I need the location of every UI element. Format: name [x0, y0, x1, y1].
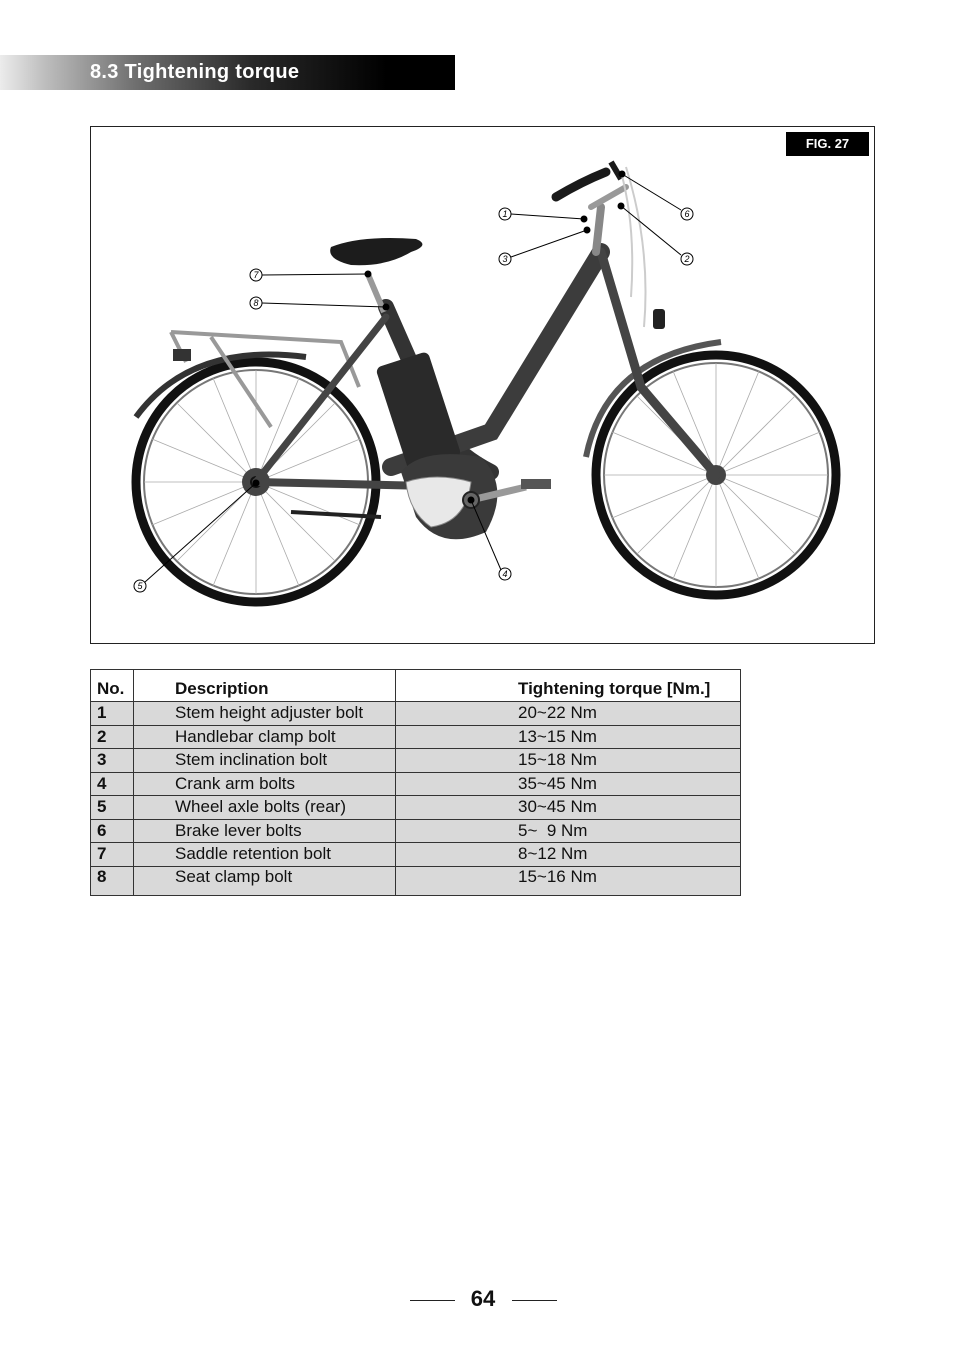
cell-torque: 15~18 Nm — [396, 749, 741, 773]
svg-text:2: 2 — [684, 254, 690, 264]
bicycle-frame — [256, 187, 716, 487]
cell-no: 2 — [91, 725, 134, 749]
table-row — [91, 796, 741, 820]
table-row — [91, 819, 741, 843]
cell-description: Wheel axle bolts (rear) — [134, 796, 396, 820]
cell-torque: 35~45 Nm — [396, 772, 741, 796]
cell-description: Seat clamp bolt — [134, 866, 396, 895]
cell-no: 5 — [91, 796, 134, 820]
figure-frame — [90, 126, 875, 644]
page-number: 64 — [470, 1286, 496, 1311]
cell-torque: 20~22 Nm — [396, 702, 741, 726]
figure-label: FIG. 27 — [786, 132, 869, 156]
cell-torque: 5~ 9 Nm — [396, 819, 741, 843]
table-header-row — [91, 670, 741, 702]
page-footer — [0, 1285, 954, 1315]
cell-description: Stem inclination bolt — [134, 749, 396, 773]
svg-text:8: 8 — [253, 298, 259, 308]
cell-description: Handlebar clamp bolt — [134, 725, 396, 749]
table-row — [91, 725, 741, 749]
svg-text:5: 5 — [137, 581, 143, 591]
cell-torque: 13~15 Nm — [396, 725, 741, 749]
cell-no: 1 — [91, 702, 134, 726]
table-row — [91, 772, 741, 796]
svg-text:4: 4 — [502, 569, 508, 579]
header-no: No. — [91, 670, 134, 702]
cell-torque: 30~45 Nm — [396, 796, 741, 820]
cell-description: Saddle retention bolt — [134, 843, 396, 867]
table-row — [91, 866, 741, 895]
footer-rule-left — [410, 1300, 455, 1301]
cell-no: 6 — [91, 819, 134, 843]
cell-no: 3 — [91, 749, 134, 773]
callout-7 — [250, 269, 262, 281]
cell-no: 8 — [91, 866, 134, 895]
cell-no: 7 — [91, 843, 134, 867]
svg-text:1: 1 — [502, 209, 508, 219]
cell-description: Stem height adjuster bolt — [134, 702, 396, 726]
cell-description: Crank arm bolts — [134, 772, 396, 796]
table-row — [91, 843, 741, 867]
callout-3 — [499, 253, 511, 265]
callout-8 — [250, 297, 262, 309]
bicycle-illustration — [91, 127, 874, 643]
cell-torque: 15~16 Nm — [396, 866, 741, 895]
cell-no: 4 — [91, 772, 134, 796]
callout-5 — [134, 580, 146, 592]
callout-6 — [681, 208, 693, 220]
footer-rule-right — [512, 1300, 557, 1301]
callout-4 — [499, 568, 511, 580]
section-header-bar — [0, 55, 455, 90]
cell-torque: 8~12 Nm — [396, 843, 741, 867]
svg-text:3: 3 — [502, 254, 508, 264]
svg-text:7: 7 — [253, 270, 259, 280]
table-row — [91, 702, 741, 726]
table-row — [91, 749, 741, 773]
header-torque: Tightening torque [Nm.] — [396, 670, 741, 702]
header-description: Description — [134, 670, 396, 702]
callout-1 — [499, 208, 511, 220]
section-title: 8.3 Tightening torque — [90, 61, 300, 83]
cell-description: Brake lever bolts — [134, 819, 396, 843]
callout-2 — [681, 253, 693, 265]
svg-text:6: 6 — [684, 209, 690, 219]
torque-table — [90, 669, 741, 896]
